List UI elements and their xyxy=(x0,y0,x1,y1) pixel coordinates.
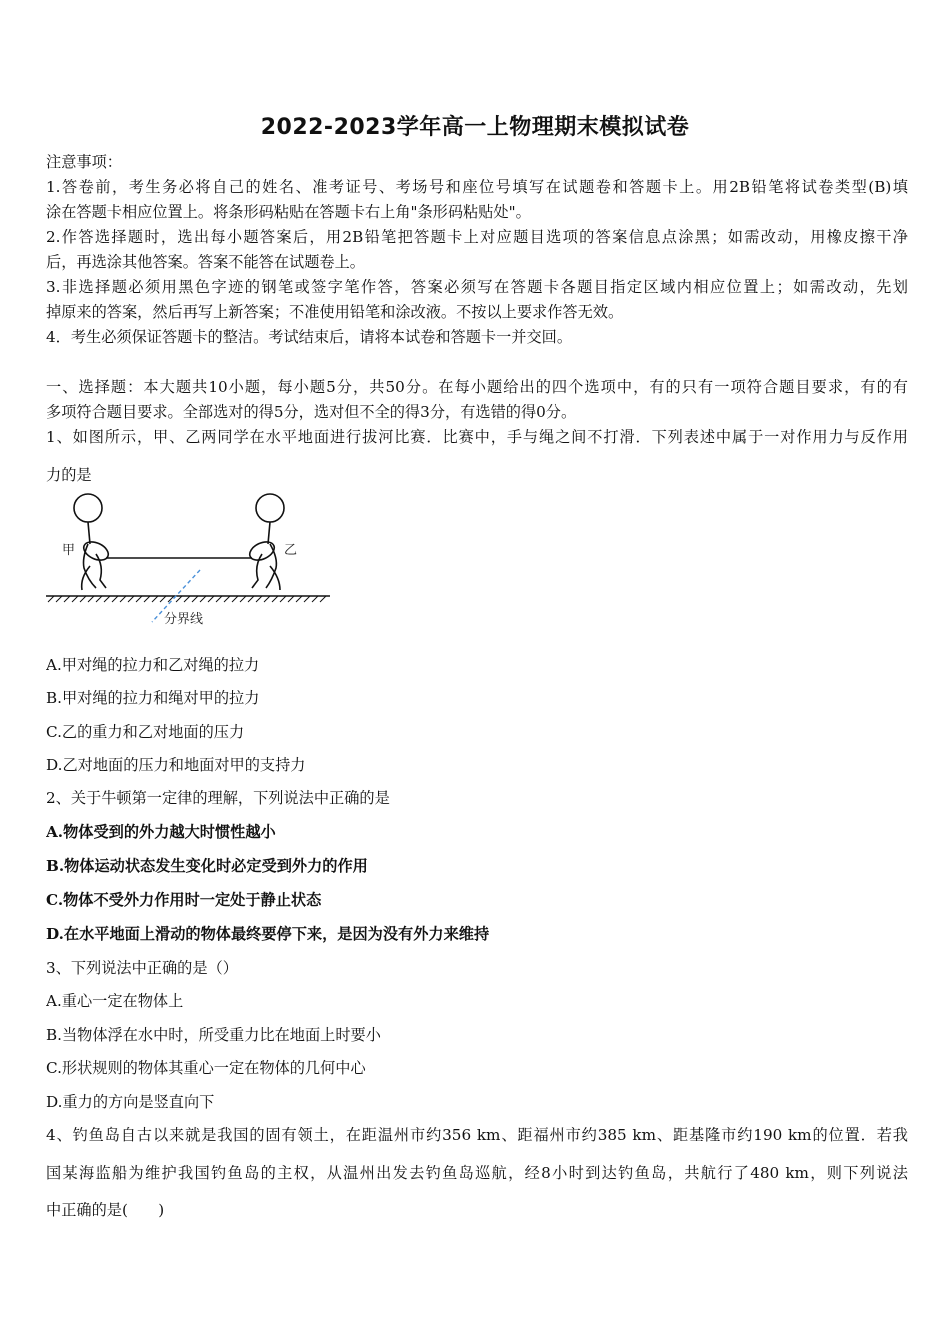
question-1-option-a: A.甲对绳的拉力和乙对绳的拉力 xyxy=(46,656,260,674)
page-title: 2022-2023学年高一上物理期末模拟试卷 xyxy=(260,115,690,140)
notice-item-2-line-1: 2.作答选择题时，选出每小题答案后，用2B铅笔把答题卡上对应题目选项的答案信息点涂黑；如需改动，用橡皮擦干净 xyxy=(46,228,908,246)
label-left-student: 甲 xyxy=(62,543,76,558)
right-student-head xyxy=(256,494,284,522)
left-student-body xyxy=(81,522,111,590)
tug-of-war-figure xyxy=(44,488,344,630)
question-1-option-d: D.乙对地面的压力和地面对甲的支持力 xyxy=(46,756,306,774)
question-3-stem: 3、下列说法中正确的是（） xyxy=(46,959,238,977)
notice-item-1-line-1: 1.答卷前，考生务必将自己的姓名、准考证号、考场号和座位号填写在试题卷和答题卡上。用2B铅笔将试卷类型(B)填 xyxy=(46,178,908,196)
question-3-option-c: C.形状规则的物体其重心一定在物体的几何中心 xyxy=(46,1059,366,1077)
question-1-option-b: B.甲对绳的拉力和绳对甲的拉力 xyxy=(46,689,260,707)
label-boundary-line: 分界线 xyxy=(164,612,204,627)
question-2-option-d: D.在水平地面上滑动的物体最终要停下来，是因为没有外力来维持 xyxy=(46,925,490,943)
question-1-stem-line-2: 力的是 xyxy=(46,466,92,484)
section-1-line-1: 一、选择题：本大题共10小题，每小题5分，共50分。在每小题给出的四个选项中，有的只有一项符合题目要求，有的有 xyxy=(46,378,908,396)
label-right-student: 乙 xyxy=(284,543,298,558)
right-student-body xyxy=(247,522,280,590)
question-3-option-d: D.重力的方向是竖直向下 xyxy=(46,1093,215,1111)
notice-item-3-line-1: 3.非选择题必须用黑色字迹的钢笔或签字笔作答，答案必须写在答题卡各题目指定区域内相应位置上；如需改动，先划 xyxy=(46,278,908,296)
question-1-option-c: C.乙的重力和乙对地面的压力 xyxy=(46,723,245,741)
question-2-option-b: B.物体运动状态发生变化时必定受到外力的作用 xyxy=(46,857,368,875)
question-4-stem-line-2: 国某海监船为维护我国钓鱼岛的主权，从温州出发去钓鱼岛巡航，经8小时到达钓鱼岛，共航行了480 km，则下列说法 xyxy=(46,1164,908,1182)
question-1-stem-line-1: 1、如图所示，甲、乙两同学在水平地面进行拔河比赛．比赛中，手与绳之间不打滑．下列表述中属于一对作用力与反作用 xyxy=(46,428,908,446)
ground-hatching xyxy=(48,596,326,602)
question-2-option-a: A.物体受到的外力越大时惯性越小 xyxy=(46,823,276,841)
notice-item-4: 4．考生必须保证答题卡的整洁。考试结束后，请将本试卷和答题卡一并交回。 xyxy=(46,328,573,346)
left-student-head xyxy=(74,494,102,522)
question-4-stem-line-3: 中正确的是( ) xyxy=(46,1201,165,1219)
notice-item-3-line-2: 掉原来的答案，然后再写上新答案；不准使用铅笔和涂改液。不按以上要求作答无效。 xyxy=(46,303,624,321)
notice-item-1-line-2: 涂在答题卡相应位置上。将条形码粘贴在答题卡右上角"条形码粘贴处"。 xyxy=(46,203,531,221)
question-2-option-c: C.物体不受外力作用时一定处于静止状态 xyxy=(46,891,322,909)
notice-heading: 注意事项： xyxy=(46,153,122,171)
section-1-line-2: 多项符合题目要求。全部选对的得5分，选对但不全的得3分，有选错的得0分。 xyxy=(46,403,577,421)
notice-item-2-line-2: 后，再选涂其他答案。答案不能答在试题卷上。 xyxy=(46,253,365,271)
question-3-option-b: B.当物体浮在水中时，所受重力比在地面上时要小 xyxy=(46,1026,381,1044)
question-4-stem-line-1: 4、钓鱼岛自古以来就是我国的固有领土，在距温州市约356 km、距福州市约385 km、距基隆市约190 km的位置．若我 xyxy=(46,1126,908,1144)
question-2-stem: 2、关于牛顿第一定律的理解，下列说法中正确的是 xyxy=(46,789,390,807)
question-3-option-a: A.重心一定在物体上 xyxy=(46,992,184,1010)
